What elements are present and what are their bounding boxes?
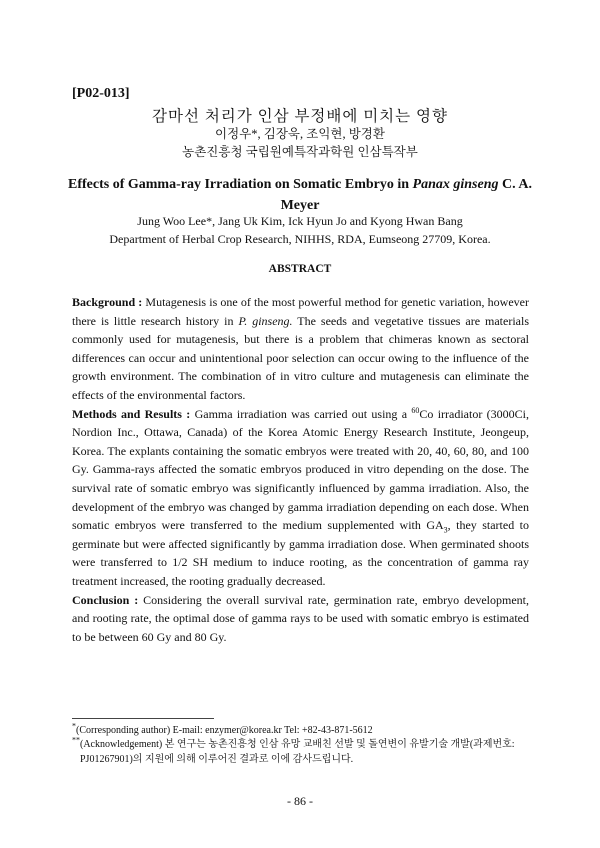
- ga-subscript: 3: [443, 525, 448, 535]
- methods-text-a: Gamma irradiation was carried out using a: [190, 406, 412, 421]
- korean-title: 감마선 처리가 인삼 부정배에 미치는 영향: [152, 108, 448, 125]
- background-paragraph: [72, 293, 529, 405]
- korean-affiliation: 농촌진흥청 국립원예특작과학원 인삼특작부: [182, 145, 418, 159]
- background-text-a: Mutagenesis is one of the most powerful method for genetic variation, however there is little research history in: [72, 295, 529, 328]
- footnote-text-1: (Corresponding author) E-mail: enzymer@korea.kr Tel: +82-43-871-5612: [76, 725, 373, 736]
- english-title-prefix: Effects of Gamma-ray Irradiation on Somatic Embryo in: [68, 177, 413, 192]
- abstract-heading: ABSTRACT: [268, 263, 332, 275]
- isotope-superscript: 60: [411, 405, 420, 415]
- background-species: P. ginseng.: [238, 313, 293, 328]
- english-authors: Jung Woo Lee*, Jang Uk Kim, Ick Hyun Jo and Kyong Hwan Bang: [137, 214, 463, 228]
- page-number: - 86 -: [287, 794, 313, 808]
- background-text-b: The seeds and vegetative tissues are materials commonly used for mutagenesis, but there is a problem that chimeras known as sectoral differences can occur and unintentional poor selection can occur owing to the influence of the growth environment. The combination of in vitro culture and mutagenesis can eliminate the effects of the environmental factors.: [72, 313, 530, 402]
- methods-text-c: , they started to germinate but were affected significantly by gamma irradiation dose. When germinated shoots were transferred to 1/2 SH medium to induce rooting, as the concentration of gamma ray treatment increased, the rooting gradually decreased.: [72, 518, 529, 588]
- background-label: Background :: [72, 295, 143, 309]
- korean-authors: 이정우*, 김장욱, 조익현, 방경환: [215, 127, 385, 141]
- abstract-body: [72, 293, 529, 646]
- footnote-divider: [72, 718, 214, 719]
- footnote-mark-1: *: [72, 721, 76, 731]
- english-title-species: Panax ginseng: [412, 177, 499, 192]
- methods-paragraph: [72, 405, 529, 591]
- english-title: [60, 174, 540, 216]
- footnote-text-2-cont: PJ01267901)의 지원에 의해 이루어진 결과로 이에 감사드립니다.: [80, 753, 354, 765]
- footnote-corresponding: [72, 721, 532, 739]
- english-title-suffix: C. A. Meyer: [280, 177, 532, 213]
- abstract-code: [P02-013]: [72, 86, 130, 101]
- english-affiliation: Department of Herbal Crop Research, NIHHS, RDA, Eumseong 27709, Korea.: [109, 232, 491, 246]
- footnote-acknowledgement: [72, 735, 532, 767]
- conclusion-label: Conclusion :: [72, 592, 139, 607]
- methods-text-b: Co irradiator (3000Ci, Nordion Inc., Ottawa, Canada) of the Korea Atomic Energy Research Institute, Jeongeup, Korea. The explants containing the somatic embryos were treated with 20, 40, 60, 80, and 100 Gy. Gamma-rays affected the somatic embryos produced in vitro depending on the dose. The survival rate of somatic embryo was significantly influenced by gamma irradiation. Also, the development of the embryo was changed by gamma irradiation depending on each dose. When somatic embryos were transferred to the medium supplemented with GA: [72, 406, 529, 533]
- conclusion-text: Considering the overall survival rate, germination rate, embryo development, and rooting rate, the optimal dose of gamma rays to be used with somatic embryo is estimated to be between 60 Gy and 80 Gy.: [72, 592, 529, 644]
- conclusion-paragraph: [72, 591, 529, 647]
- footnote-text-2: (Acknowledgement) 본 연구는 농촌진흥청 인삼 유망 교배친 선발 및 돌연변이 유발기술 개발(과제번호:: [80, 739, 515, 750]
- footnote-mark-2: **: [72, 735, 80, 745]
- methods-label: Methods and Results :: [72, 406, 191, 421]
